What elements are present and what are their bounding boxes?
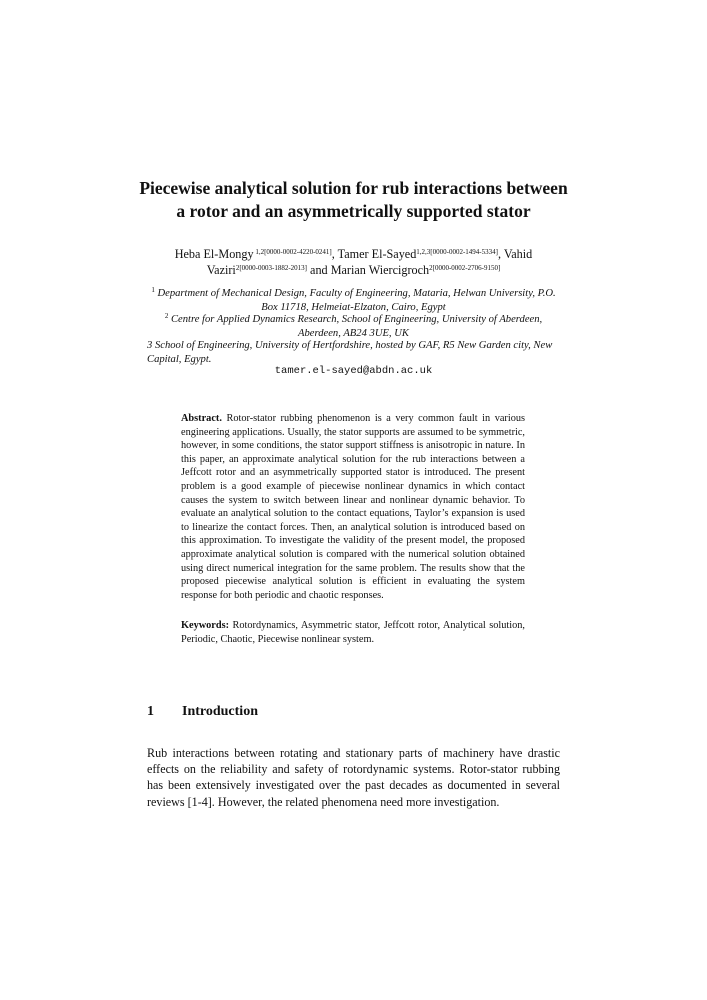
- affiliation-text: 3 School of Engineering, University of Hertfordshire, hosted by GAF, R5 New Garden city, New Capital, Egypt.: [147, 340, 553, 365]
- title-line-1: Piecewise analytical solution for rub interactions between: [139, 178, 568, 198]
- abstract-label: Abstract.: [181, 413, 222, 424]
- keywords-text: Rotordynamics, Asymmetric stator, Jeffcott rotor, Analytical solution, Periodic, Chaotic, Piecewise nonlinear system.: [181, 620, 525, 645]
- affiliation-marker: 1: [151, 286, 155, 294]
- keywords-label: Keywords:: [181, 620, 230, 631]
- contact-email: tamer.el-sayed@abdn.ac.uk: [274, 365, 433, 377]
- abstract-text: Rotor-stator rubbing phenomenon is a very common fault in various engineering applications. Usually, the stator supports are assumed to be symmetric, however, in some conditions, the stator support stiffness is anisotropic in nature. In this paper, an approximate analytical solution for the rub interactions between a Jeffcott rotor and an asymmetrically supported stator is introduced. The present problem is a good example of piecewise nonlinear dynamics in which contact causes the system to switch between linear and nonlinear dynamic behavior. To evaluate an analytical solution to the contact equations, Taylor’s expansion is used to linearize the contact forces. Then, an analytical solution is introduced based on this approximation. To investigate the validity of the present model, the proposed approximate analytical solution is compared with the numerical solution obtained using direct numerical integration for the same problem. The results show that the proposed piecewise analytical solution is efficient in evaluating the system response for both periodic and chaotic responses.: [181, 413, 526, 601]
- abstract-block: [181, 412, 525, 602]
- section-title: Introduction: [182, 704, 258, 719]
- author-orcid: 2[0000-0002-2706-9150]: [429, 264, 501, 272]
- author-orcid: 1,2,3[0000-0002-1494-5334]: [416, 248, 498, 256]
- title-line-2: a rotor and an asymmetrically supported stator: [176, 201, 531, 221]
- author-orcid: 1,2[0000-0002-4220-0241]: [253, 248, 332, 256]
- author-orcid: 2[0000-0003-1882-2013]: [235, 264, 307, 272]
- body-paragraph: Rub interactions between rotating and stationary parts of machinery have drastic effects on the reliability and safety of rotordynamic systems. Rotor-stator rubbing has been extensively investigated over the past decades as documented in several reviews [1-4]. However, the related phenomena need more investigation.: [147, 746, 560, 809]
- author-conjunction: and: [310, 263, 328, 277]
- author-name: Marian Wiercigroch: [330, 263, 430, 277]
- affiliation-2: [147, 313, 560, 341]
- affiliation-text: Centre for Applied Dynamics Research, School of Engineering, University of Aberdeen, Aberdeen, AB24 3UE, UK: [170, 314, 543, 339]
- affiliation-1: [147, 287, 560, 315]
- author-name: Vahid: [503, 247, 533, 261]
- affiliation-text: Department of Mechanical Design, Faculty of Engineering, Mataria, Helwan University, P.O. Box 11718, Helmeiat-Elzaton, Cairo, Egypt: [157, 288, 556, 313]
- paper-title: [100, 177, 607, 223]
- author-name: Heba El-Mongy: [174, 247, 254, 261]
- author-name: Vaziri: [206, 263, 236, 277]
- affiliation-3: [147, 339, 560, 367]
- author-name: Tamer El-Sayed: [337, 247, 417, 261]
- keywords-block: [181, 619, 525, 646]
- author-list: Heba El-Mongy $^{1,2[0000-0002-4220-0241]}$, Tamer El-Sayed$^{1,2,3[0000-0002-1494-5334]}$, Vahid Vaziri$^{2[0000-0003-1882-2013]}$ and Marian Wiercigroch$^{2[0000-0002-2706-9150]}$: [174, 247, 533, 277]
- affiliation-marker: 2: [164, 312, 169, 320]
- section-number: 1: [147, 704, 154, 719]
